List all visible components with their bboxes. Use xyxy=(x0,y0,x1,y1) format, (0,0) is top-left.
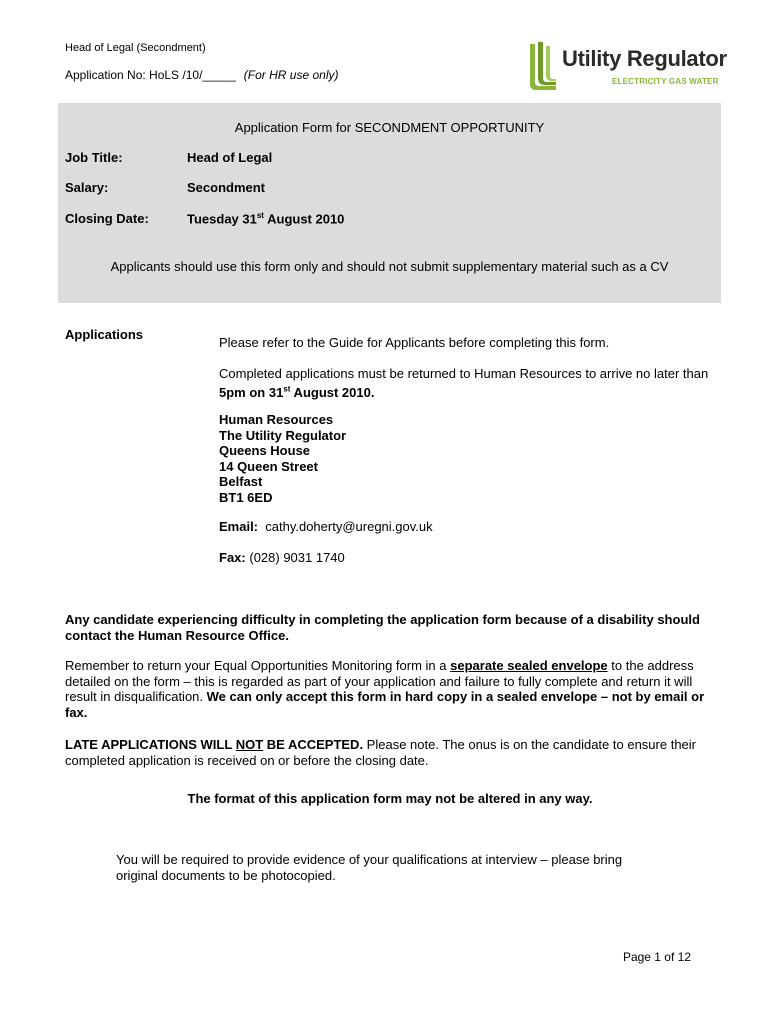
job-title-value: Head of Legal xyxy=(187,150,273,165)
fax-line xyxy=(219,550,709,566)
application-number xyxy=(65,68,338,82)
monitoring-form-reminder: Remember to return your Equal Opportunities Monitoring form in a separate sealed envelope to the address detailed on the form – this is regarded as part of your application and failure to fully complete and return it will result in disqualification. We can only accept this form in hard copy in a sealed envelope – not by email or fax. xyxy=(65,658,705,720)
job-info-box xyxy=(58,103,721,303)
salary-value: Secondment xyxy=(187,180,266,195)
address-line: The Utility Regulator xyxy=(219,427,347,443)
qualifications-evidence-note: You will be required to provide evidence of your qualifications at interview – please bring original documents to be photocopied. xyxy=(116,852,623,883)
refer-guide-text: Please refer to the Guide for Applicants before completing this form. xyxy=(219,335,610,350)
late-applications-notice: LATE APPLICATIONS WILL NOT BE ACCEPTED. Please note. The onus is on the candidate to ensure their completed application is received on or before the closing date. xyxy=(65,737,696,768)
closing-date-value: Tuesday 31st August 2010 xyxy=(187,211,345,227)
salary-label: Salary: xyxy=(65,180,109,195)
utility-regulator-logo xyxy=(526,40,726,92)
address-line: Human Resources xyxy=(219,412,334,427)
application-number-text: Application No: HoLS /10/_____ xyxy=(65,68,236,82)
applications-label: Applications xyxy=(65,327,144,342)
logo-tagline: ELECTRICITY GAS WATER xyxy=(612,77,719,86)
page-number: Page 1 of 12 xyxy=(622,950,691,964)
hr-use-note: (For HR use only) xyxy=(243,68,339,82)
logo-name: Utility Regulator xyxy=(562,46,727,71)
supplementary-notice: Applicants should use this form only and should not submit supplementary material such as a CV xyxy=(110,259,669,274)
fax-number: (028) 9031 1740 xyxy=(249,550,345,565)
disability-notice: Any candidate experiencing difficulty in completing the application form because of a disability should contact the Human Resource Office. xyxy=(65,612,700,643)
email-label: Email: xyxy=(219,519,259,534)
address-line: 14 Queen Street xyxy=(219,458,318,474)
address-line: Belfast xyxy=(219,474,263,489)
hr-address xyxy=(219,412,709,505)
format-note: The format of this application form may not be altered in any way. xyxy=(187,791,593,806)
email-address[interactable]: cathy.doherty@uregni.gov.uk xyxy=(265,519,433,534)
form-heading: Application Form for SECONDMENT OPPORTUNITY xyxy=(234,120,545,135)
closing-date-label: Closing Date: xyxy=(65,211,149,226)
fax-label: Fax: xyxy=(219,550,246,565)
email-line xyxy=(219,519,709,535)
return-instructions: Completed applications must be returned to Human Resources to arrive no later than 5pm on 31st August 2010. xyxy=(219,366,709,400)
address-line: BT1 6ED xyxy=(219,489,273,505)
job-title-label: Job Title: xyxy=(65,150,123,165)
document-title: Head of Legal (Secondment) xyxy=(65,42,206,54)
logo-mark-icon xyxy=(526,40,560,90)
address-line: Queens House xyxy=(219,443,311,458)
